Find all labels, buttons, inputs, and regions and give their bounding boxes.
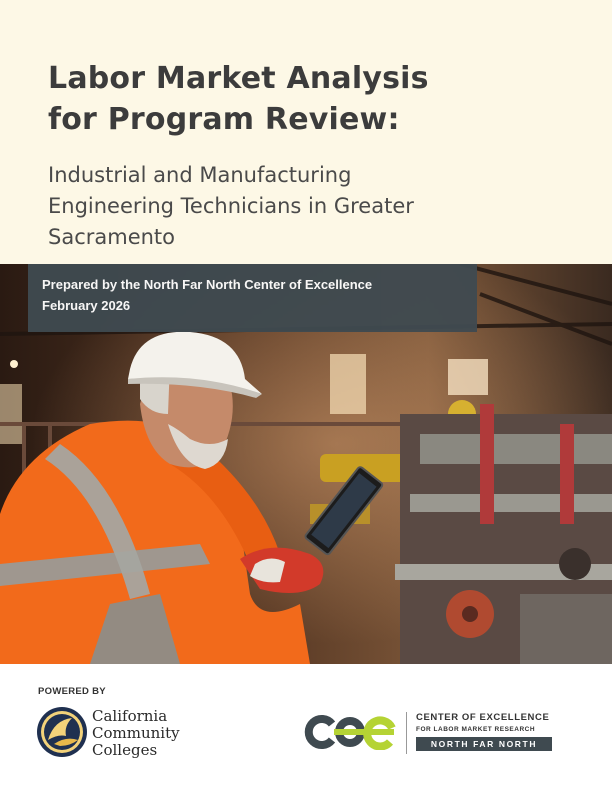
subtitle-line-1: Industrial and Manufacturing	[48, 163, 352, 187]
coe-line-3: NORTH FAR NORTH	[416, 737, 552, 751]
ccc-wordmark	[92, 708, 180, 759]
footer	[0, 664, 612, 792]
document-subtitle	[48, 160, 588, 253]
coe-wordmark-text	[416, 712, 552, 751]
prepared-by-banner	[28, 264, 477, 332]
ccc-line-1: California	[92, 707, 168, 725]
title-line-2: for Program Review:	[48, 102, 400, 137]
powered-by-label: POWERED BY	[38, 686, 106, 697]
title-line-1: Labor Market Analysis	[48, 61, 429, 96]
prepared-by-text: Prepared by the North Far North Center of Excellence	[42, 277, 373, 292]
coe-wordmark-icon	[304, 714, 398, 750]
coe-divider	[406, 712, 407, 754]
ccc-line-2: Community	[92, 724, 180, 742]
document-title	[48, 58, 588, 140]
subtitle-line-3: Sacramento	[48, 225, 176, 249]
subtitle-line-2: Engineering Technicians in Greater	[48, 194, 414, 218]
ccc-line-3: Colleges	[92, 741, 158, 759]
coe-line-2: FOR LABOR MARKET RESEARCH	[416, 726, 536, 733]
title-area	[0, 0, 612, 264]
coe-line-1: CENTER OF EXCELLENCE	[416, 712, 550, 723]
publication-date: February 2026	[42, 298, 131, 313]
california-community-colleges-seal-icon	[36, 706, 88, 758]
